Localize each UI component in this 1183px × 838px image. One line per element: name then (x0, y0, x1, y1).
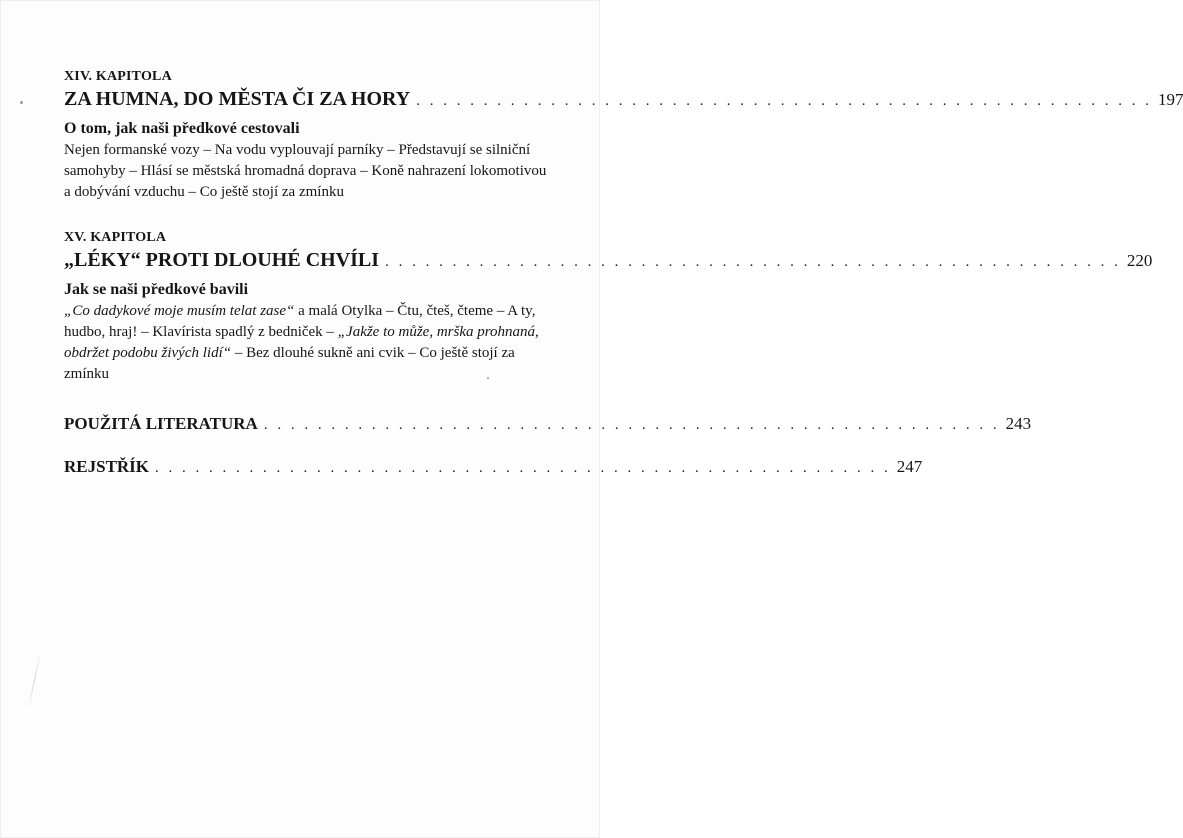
dot-leader: . . . . . . . . . . . . . . . . . . . . . . . . . . . . . . . . . . . . . . . . . . . . . . . . . . . . . . . (263, 417, 1000, 433)
spacer (64, 203, 559, 229)
page-number: 197 (1157, 90, 1183, 109)
chapter-summary (64, 301, 552, 385)
section-title: POUŽITÁ LITERATURA (64, 414, 258, 433)
paper-speck (20, 101, 23, 104)
chapter-summary: Nejen formanské vozy – Na vodu vyplouvají parníky – Představují se silniční samohyby – Hlásí se městská hromadná doprava – Koně nahrazení lokomotivou a dobývání vzduchu – Co ještě stojí za zmínku (64, 142, 547, 200)
page-number: 243 (1005, 414, 1032, 433)
page-number: 247 (896, 457, 923, 476)
dot-leader: . . . . . . . . . . . . . . . . . . . . . . . . . . . . . . . . . . . . . . . . . . . . . . . . . . . . . . . (416, 93, 1152, 109)
chapter-title: ZA HUMNA, DO MĚSTA ČI ZA HORY (64, 88, 411, 110)
summary-text: a malá Otylka – Čtu, čteš, čteme – A ty, hudbo, hraj! – Klavírista spadlý z bedniček – (64, 303, 536, 340)
table-of-contents (64, 68, 1183, 481)
section-entry-index[interactable] (64, 454, 923, 481)
paper-edge-mark (28, 651, 41, 710)
section-entry-bibliography[interactable] (64, 411, 1032, 438)
page-number: 220 (1126, 251, 1153, 270)
summary-quote: „Jakže to může, mrška prohnaná, obdržet podobu živých lidí“ (64, 324, 539, 361)
chapter-title-line[interactable] (64, 86, 1183, 114)
chapter-subtitle: Jak se naši předkové bavili (64, 281, 249, 298)
chapter-subtitle: O tom, jak naši předkové cestovali (64, 120, 300, 137)
summary-quote: „Co dadykové moje musím telat zase“ (64, 303, 295, 319)
dot-leader: . . . . . . . . . . . . . . . . . . . . . . . . . . . . . . . . . . . . . . . . . . . . . . . . . . . . . . . (385, 254, 1121, 270)
chapter-label: XIV. KAPITOLA (64, 69, 172, 84)
chapter-title: „LÉKY“ PROTI DLOUHÉ CHVÍLI (64, 249, 380, 271)
summary-text: – Bez dlouhé sukně ani cvik – Co ještě stojí za zmínku (64, 345, 515, 382)
chapter-label: XV. KAPITOLA (64, 230, 167, 245)
chapter-title-line[interactable] (64, 247, 1153, 275)
dot-leader: . . . . . . . . . . . . . . . . . . . . . . . . . . . . . . . . . . . . . . . . . . . . . . . . . . . . . . . (155, 460, 891, 476)
chapter-entry-xv (64, 229, 1153, 385)
section-title: REJSTŘÍK (64, 457, 150, 476)
chapter-entry-xiv (64, 68, 1183, 203)
